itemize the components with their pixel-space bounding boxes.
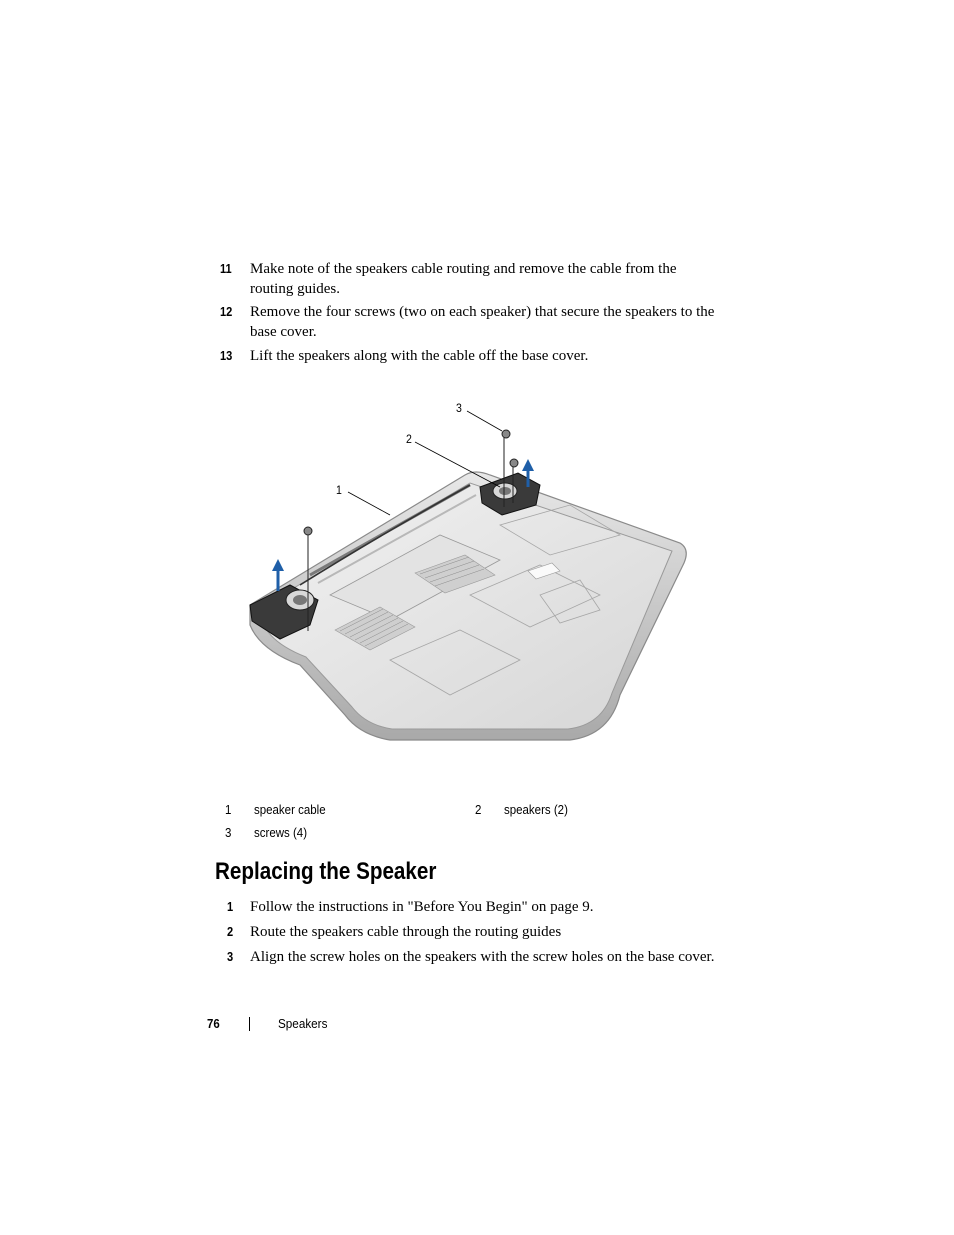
legend-label: speakers (2) (504, 803, 568, 817)
step-text: Make note of the speakers cable routing and remove the cable from the routing guides. (250, 261, 677, 297)
step-number: 2 (227, 924, 234, 939)
speaker-removal-illustration (240, 395, 700, 755)
legend-number: 3 (225, 826, 232, 840)
step-text: Align the screw holes on the speakers with the screw holes on the base cover. (250, 949, 715, 965)
legend-label: speaker cable (254, 803, 326, 817)
callout-1: 1 (336, 483, 342, 497)
step-number: 13 (220, 348, 233, 363)
legend-number: 2 (475, 803, 482, 817)
legend-number: 1 (225, 803, 232, 817)
step-number: 3 (227, 949, 234, 964)
step-number: 1 (227, 899, 234, 914)
callout-2: 2 (406, 432, 412, 446)
legend-label: screws (4) (254, 826, 308, 840)
step-number: 11 (220, 261, 232, 276)
right-speaker (480, 459, 540, 515)
base-cover-drawing (240, 395, 700, 755)
step-text: Lift the speakers along with the cable off the base cover. (250, 348, 589, 364)
step-text: Remove the four screws (two on each speaker) that secure the speakers to the base cover. (250, 304, 715, 340)
callout-3: 3 (456, 401, 462, 415)
page-number: 76 (207, 1016, 220, 1031)
section-title: Replacing the Speaker (215, 858, 437, 885)
footer-divider (249, 1017, 250, 1031)
step-text: Route the speakers cable through the routing guides (250, 924, 562, 940)
step-number: 12 (220, 304, 233, 319)
chapter-title: Speakers (278, 1016, 328, 1031)
step-text: Follow the instructions in "Before You Begin" on page 9. (250, 899, 594, 915)
